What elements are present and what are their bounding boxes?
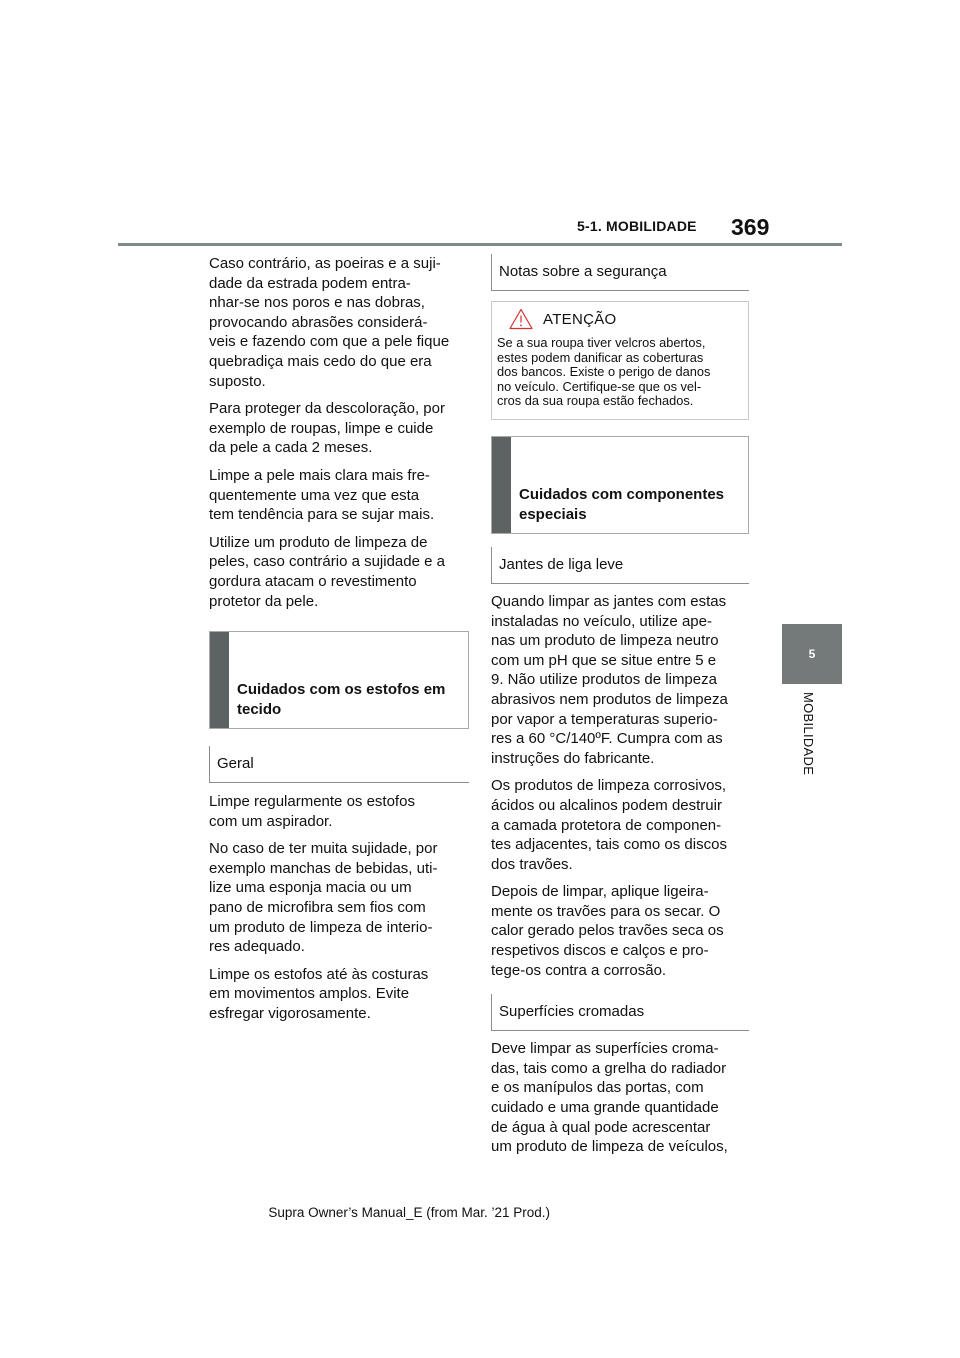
sub-heading-text: Notas sobre a segurança (499, 263, 667, 280)
section-heading-text: Cuidados com os estofos em tecido (237, 681, 446, 719)
chapter-vertical-label: MOBILIDADE (801, 692, 816, 776)
paragraph: Limpe os estofos até às costuras em movimentos amplos. Evite esfregar vigorosamente. (209, 965, 429, 1023)
sub-heading-bar (491, 547, 492, 583)
chapter-tab: 5 (782, 624, 842, 684)
section-title: 5-1. MOBILIDADE (577, 218, 697, 234)
paragraph: Utilize um produto de limpeza de peles, caso contrário a sujidade e a gordura atacam o revestimento protetor da pele. (209, 533, 445, 610)
section-heading-special (491, 436, 749, 534)
sub-heading-text: Jantes de liga leve (499, 555, 624, 573)
paragraph: Limpe regularmente os estofos com um aspirador. (209, 793, 415, 830)
paragraph: Os produtos de limpeza corrosivos, ácidos ou alcalinos podem destruir a camada protetora de componen- tes adjacentes, tais como os discos dos travões. (491, 777, 727, 873)
warning-text: Se a sua roupa tiver velcros abertos, estes podem danificar as coberturas dos bancos. Existe o perigo de danos no veículo. Certifique-se que os vel- cros da sua roupa estão fechados. (497, 335, 711, 409)
paragraph: Quando limpar as jantes com estas instaladas no veículo, utilize ape- nas um produto de limpeza neutro com um pH que se situe entre 5 e 9. Não utilize produtos de limpeza abrasivos nem produtos de limpeza por vapor a temperaturas superio- res a 60 °C/140ºF. Cumpra com as instruções do fabricante. (491, 592, 728, 767)
footer-text: Supra Owner’s Manual_E (from Mar. ’21 Prod.) (268, 1205, 550, 1220)
sub-heading-general (209, 746, 469, 783)
page-number: 369 (731, 214, 770, 240)
paragraph: Caso contrário, as poeiras e a suji- dade da estrada podem entra- nhar-se nos poros e nas dobras, provocando abrasões considerá- veis e fazendo com que a pele fique quebradiça mais cedo do que era suposto. (209, 255, 450, 390)
sub-heading-bar (491, 254, 492, 290)
sub-heading-chrome (491, 994, 749, 1031)
sub-heading-text: Geral (217, 755, 254, 773)
warning-triangle-icon (509, 308, 533, 330)
right-column (491, 254, 749, 1165)
left-column (209, 254, 469, 1032)
paragraph: Deve limpar as superfícies croma- das, tais como a grelha do radiador e os manípulos das portas, com cuidado e uma grande quantidade de água à qual pode acrescentar um produto de limpeza de veículos, (491, 1040, 728, 1156)
header-rule (118, 243, 842, 246)
paragraph: Depois de limpar, aplique ligeira- mente os travões para os secar. O calor gerado pelos travões seca os respetivos discos e calços e pro- tege-os contra a corrosão. (491, 883, 724, 979)
sub-heading-safety (491, 254, 749, 291)
warning-box (491, 301, 749, 420)
warning-title-row (497, 308, 740, 330)
heading-bar (210, 632, 229, 728)
section-heading-text: Cuidados com componentes especiais (519, 485, 725, 523)
paragraph: No caso de ter muita sujidade, por exemplo manchas de bebidas, uti- lize uma esponja macia ou um pano de microfibra sem fios com um produto de limpeza de interio- res adequado. (209, 840, 438, 956)
sub-heading-wheels (491, 547, 749, 584)
warning-title: ATENÇÃO (543, 310, 617, 328)
paragraph: Limpe a pele mais clara mais fre- quentemente uma vez que esta tem tendência para se sujar mais. (209, 466, 435, 524)
sub-heading-bar (209, 746, 210, 782)
paragraph: Para proteger da descoloração, por exemplo de roupas, limpe e cuide da pele a cada 2 meses. (209, 400, 445, 457)
sub-heading-text: Superfícies cromadas (499, 1003, 645, 1021)
section-heading-fabric (209, 631, 469, 729)
heading-bar (492, 437, 511, 533)
sub-heading-bar (491, 994, 492, 1030)
